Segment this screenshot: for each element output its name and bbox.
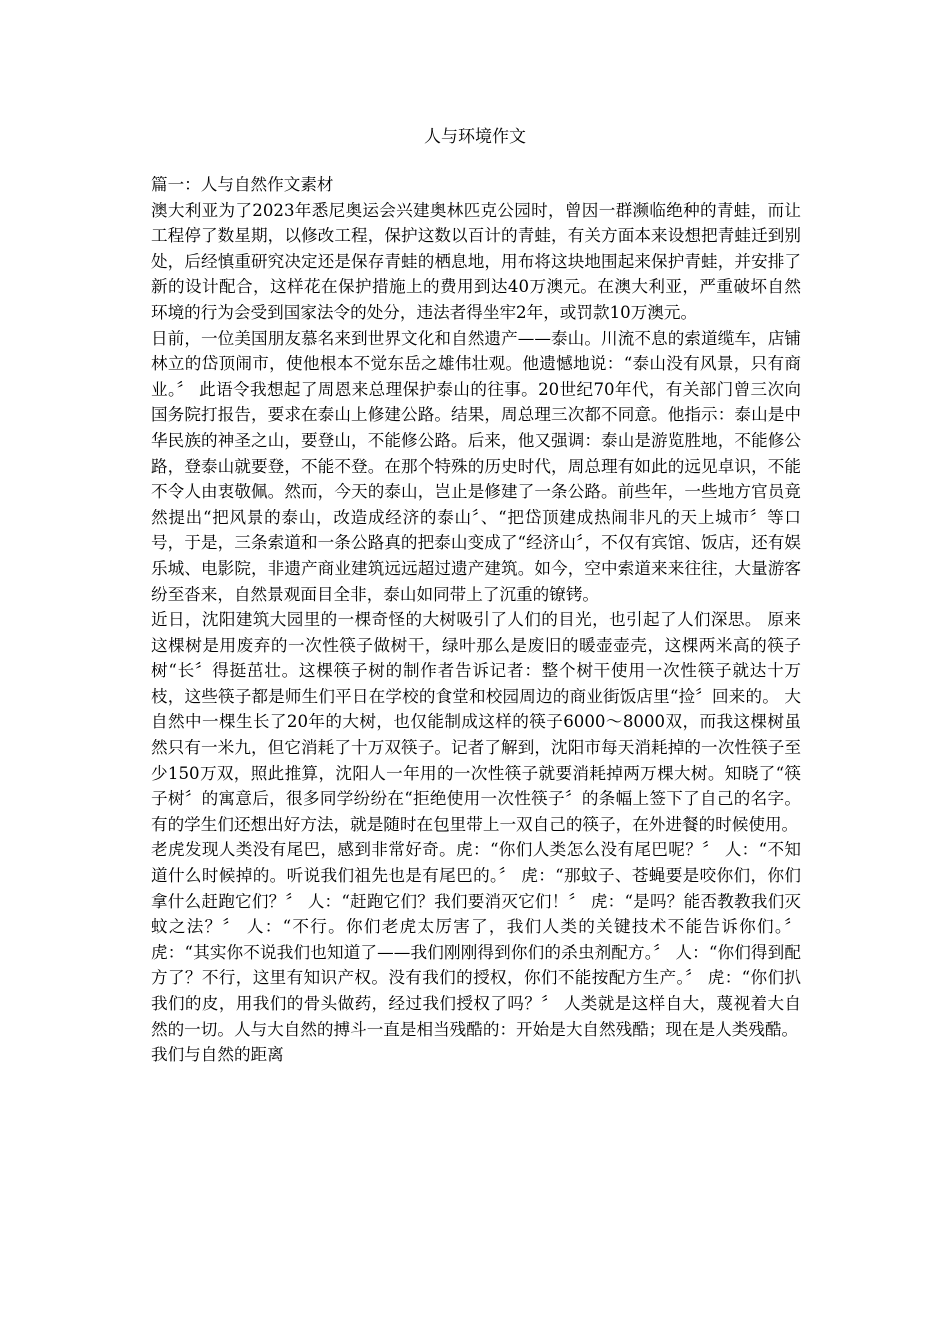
document-title: 人与环境作文 [424, 127, 526, 147]
paragraph-nature-distance-heading: 我们与自然的距离 [151, 1045, 284, 1065]
document-body [151, 172, 801, 1068]
paragraph-taishan: 日前，一位美国朋友慕名来到世界文化和自然遗产——泰山。川流不息的索道缆车，店铺林立的岱顶闹市，使他根本不觉东岳之雄伟壮观。他遗憾地说：“泰山没有风景，只有商业。〞 此语令我想起了周恩来总理保护泰山的往事。20世纪70年代，有关部门曾三次向国务院打报告，要求在泰山上修建公路。结果，周总理三次都不同意。他指示：泰山是中华民族的神圣之山，要登山，不能修公路。后来，他又强调：泰山是游览胜地，不能修公路，登泰山就要登，不能不登。在那个特殊的历史时代，周总理有如此的远见卓识，不能不令人由衷敬佩。然而，今天的泰山，岂止是修建了一条公路。前些年，一些地方官员竟然提出“把风景的泰山，改造成经济的泰山〞、“把岱顶建成热闹非凡的天上城市〞等口号，于是，三条索道和一条公路真的把泰山变成了“经济山〞，不仅有宾馆、饭店，还有娱乐城、电影院，非遗产商业建筑远远超过遗产建筑。如今，空中索道来来往往，大量游客纷至沓来，自然景观面目全非，泰山如同带上了沉重的镣铐。 [151, 328, 801, 604]
paragraph-australia-frogs: 澳大利亚为了2023年悉尼奥运会兴建奥林匹克公园时，曾因一群濒临绝种的青蛙，而让工程停了数星期，以修改工程，保护这数以百计的青蛙，有关方面本来设想把青蛙迁到别处，后经慎重研究决定还是保存青蛙的栖息地，用布将这块地围起来保护青蛙，并安排了新的设计配合，这样花在保护措施上的费用到达40万澳元。在澳大利亚，严重破坏自然环境的行为会受到国家法令的处分，违法者得坐牢2年，或罚款10万澳元。 [151, 200, 801, 322]
paragraph-chopstick-tree: 近日，沈阳建筑大园里的一棵奇怪的大树吸引了人们的目光，也引起了人们深思。 原来这棵树是用废弃的一次性筷子做树干，绿叶那么是废旧的暖壶壶壳，这棵两米高的筷子树“长〞得挺茁壮。这棵筷子树的制作者告诉记者：整个树干使用一次性筷子就达十万枝，这些筷子都是师生们平日在学校的食堂和校园周边的商业街饭店里“捡〞回来的。 大自然中一棵生长了20年的大树，也仅能制成这样的筷子6000～8000双，而我这棵树虽然只有一米九，但它消耗了十万双筷子。记者了解到，沈阳市每天消耗掉的一次性筷子至少150万双，照此推算，沈阳人一年用的一次性筷子就要消耗掉两万棵大树。知晓了“筷子树〞的寓意后，很多同学纷纷在“拒绝使用一次性筷子〞的条幅上签下了自己的名字。有的学生们还想出好方法，就是随时在包里带上一双自己的筷子，在外进餐的时候使用。 [151, 610, 801, 834]
section-heading: 篇一：人与自然作文素材 [151, 175, 334, 194]
paragraph-tiger-dialogue: 老虎发现人类没有尾巴，感到非常好奇。虎：“你们人类怎么没有尾巴呢？〞 人：“不知道什么时候掉的。听说我们祖先也是有尾巴的。〞 虎：“那蚊子、苍蝇要是咬你们，你们拿什么赶跑它们？〞 人：“赶跑它们？我们要消灭它们！〞 虎：“是吗？能否教教我们灭蚊之法？〞 人：“不行。你们老虎太厉害了，我们人类的关键技术不能告诉你们。〞 虎：“其实你不说我们也知道了——我们刚刚得到你们的杀虫剂配方。〞 人：“你们得到配方了？不行，这里有知识产权。没有我们的授权，你们不能按配方生产。〞 虎：“你们扒我们的皮，用我们的骨头做药，经过我们授权了吗？〞 人类就是这样自大，蔑视着大自然的一切。人与大自然的搏斗一直是相当残酷的：开始是大自然残酷；现在是人类残酷。 [151, 840, 801, 1039]
